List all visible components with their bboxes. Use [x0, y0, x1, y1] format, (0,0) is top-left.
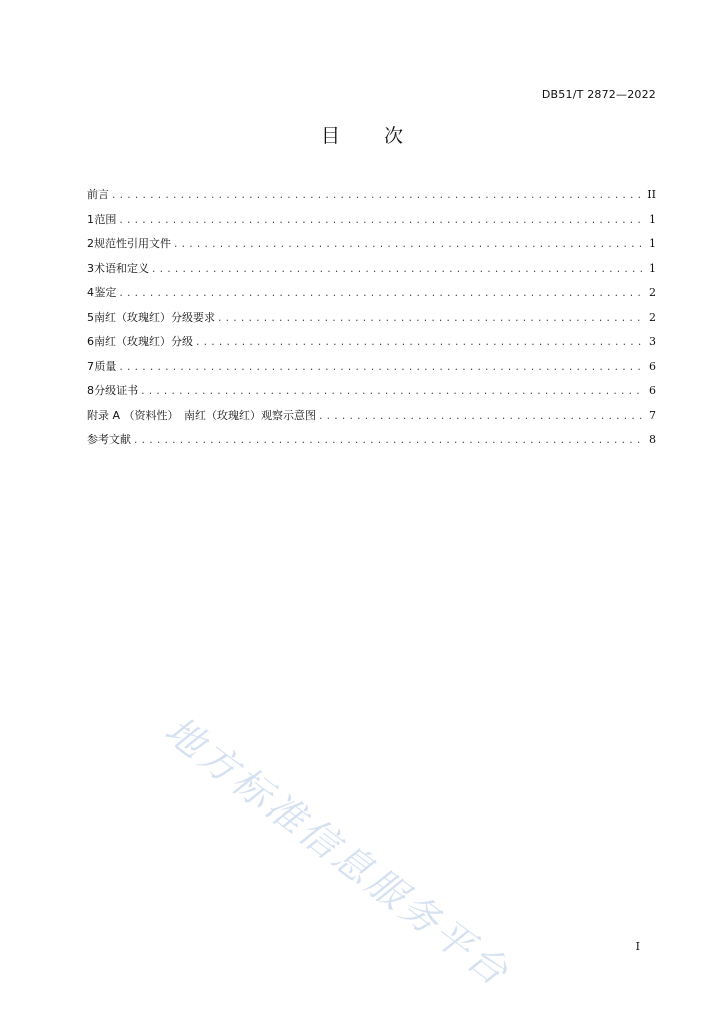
toc-title [0, 121, 724, 148]
toc-entry-scope[interactable] [87, 208, 656, 233]
toc-entry-page: II [647, 188, 656, 201]
toc-title-part2: 次 [384, 125, 404, 147]
toc-entry-label: 附录 A （资料性） 南红（玫瑰红）观察示意图 [87, 408, 317, 422]
toc-entry-number: 5 [87, 310, 94, 324]
toc-entry-grading[interactable] [87, 330, 656, 355]
table-of-contents [87, 183, 656, 453]
standard-code: DB51/T 2872—2022 [541, 88, 656, 101]
toc-leader-dots [111, 184, 643, 209]
toc-leader-dots [118, 356, 645, 381]
toc-title-part1: 目 [320, 125, 340, 147]
toc-entry-grading-certificate[interactable] [87, 379, 656, 404]
toc-leader-dots [140, 380, 645, 405]
toc-leader-dots [118, 282, 645, 307]
toc-entry-foreword[interactable] [87, 183, 656, 208]
toc-entry-number: 2 [87, 237, 94, 250]
toc-entry-label: 南红（玫瑰红）分级 [94, 335, 193, 348]
toc-entry-label: 范围 [94, 212, 117, 226]
toc-entry-number: 4 [87, 286, 94, 299]
toc-entry-page: 2 [649, 310, 656, 324]
toc-entry-number: 8 [87, 384, 94, 397]
toc-entry-page: 7 [649, 408, 656, 422]
toc-entry-terms-definitions[interactable] [87, 257, 656, 282]
toc-entry-number: 1 [87, 212, 94, 226]
toc-entry-page: 8 [649, 433, 656, 446]
toc-entry-label: 南红（玫瑰红）分级要求 [94, 310, 215, 324]
watermark-text: 地方标准信息服务平台 [156, 707, 519, 996]
toc-leader-dots [118, 209, 645, 234]
toc-entry-label: 分级证书 [94, 384, 139, 397]
toc-entry-page: 3 [649, 335, 656, 348]
toc-entry-label: 参考文献 [87, 433, 131, 446]
toc-entry-number: 6 [87, 335, 94, 348]
toc-entry-label: 鉴定 [94, 286, 117, 299]
toc-entry-label: 规范性引用文件 [94, 237, 171, 250]
toc-entry-number: 7 [87, 359, 94, 373]
toc-entry-page: 6 [649, 359, 656, 373]
toc-entry-label: 前言 [87, 188, 109, 201]
toc-entry-number: 3 [87, 261, 94, 275]
toc-entry-quality[interactable] [87, 355, 656, 380]
toc-entry-bibliography[interactable] [87, 428, 656, 453]
toc-leader-dots [217, 307, 645, 332]
toc-entry-label: 术语和定义 [94, 261, 149, 275]
toc-entry-page: 6 [649, 384, 656, 397]
page-number: I [635, 940, 640, 953]
toc-entry-page: 1 [649, 237, 656, 250]
toc-leader-dots [195, 331, 645, 356]
toc-entry-grading-requirements[interactable] [87, 306, 656, 331]
toc-leader-dots [133, 429, 645, 454]
toc-entry-label: 质量 [94, 359, 117, 373]
toc-leader-dots [318, 405, 645, 430]
toc-entry-page: 2 [649, 286, 656, 299]
toc-entry-normative-references[interactable] [87, 232, 656, 257]
toc-entry-identification[interactable] [87, 281, 656, 306]
toc-entry-page: 1 [649, 261, 656, 275]
toc-entry-page: 1 [649, 212, 656, 226]
toc-entry-appendix-a[interactable] [87, 404, 656, 429]
toc-leader-dots [173, 233, 645, 258]
toc-leader-dots [151, 258, 645, 283]
